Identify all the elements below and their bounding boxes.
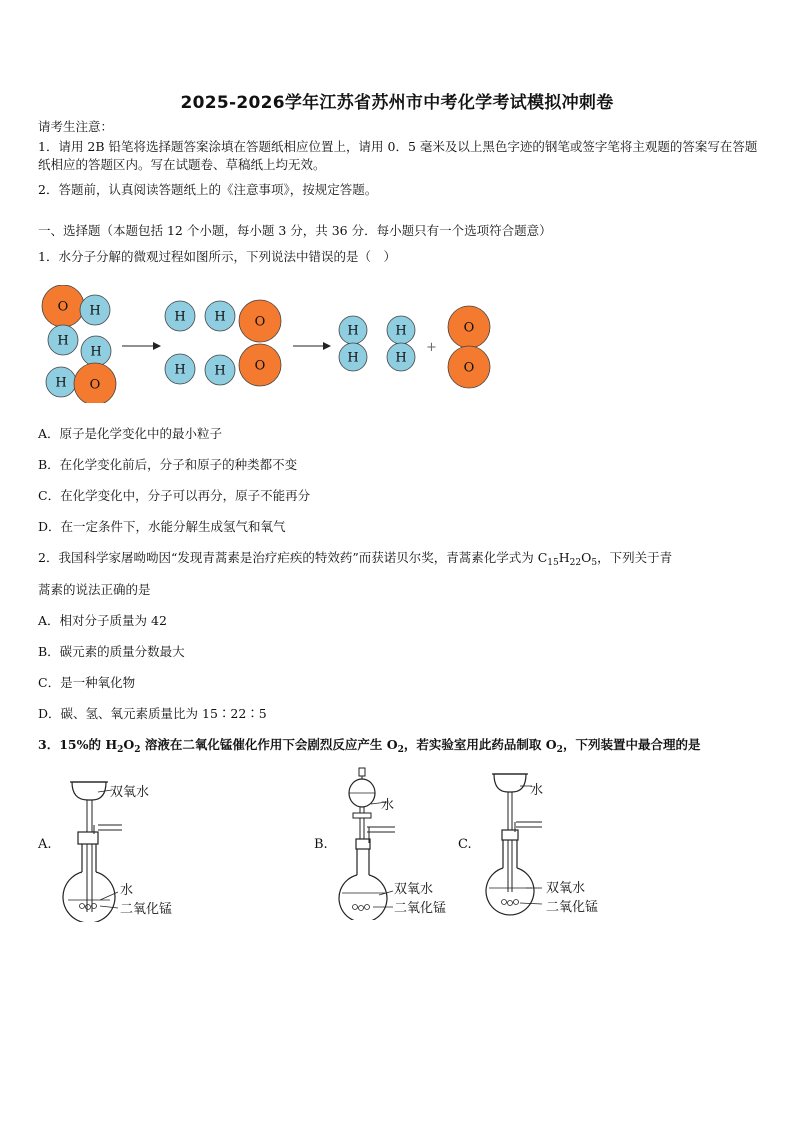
b-top-label: 水 (381, 798, 395, 813)
c-h2o2-label: 双氧水 (546, 881, 586, 896)
a-water-label: 水 (120, 883, 134, 898)
hydrogen-symbol-13: H (347, 350, 359, 366)
section-heading: 一、选择题（本题包括 12 个小题，每小题 3 分，共 36 分．每小题只有一个选项符合题意） (38, 223, 552, 238)
water-decomposition-diagram (38, 285, 508, 403)
hydrogen-symbol-2: H (57, 333, 69, 349)
option-a-label: A. (38, 837, 52, 852)
c-top-label: 水 (530, 783, 544, 798)
notice-heading: 请考生注意： (38, 119, 114, 134)
hydrogen-symbol-7: H (214, 309, 226, 325)
oxygen-symbol-16: O (463, 320, 475, 336)
q1-option-a: A．原子是化学变化中的最小粒子 (38, 426, 223, 441)
oxygen-symbol-11: O (254, 358, 266, 374)
question-2-stem-cont: 蒿素的说法正确的是 (38, 582, 151, 597)
b-mno2-label: 二氧化锰 (394, 901, 447, 916)
page-title: 2025-2026学年江苏省苏州市中考化学考试模拟冲刺卷 (180, 93, 614, 113)
plus-sign: + (426, 340, 437, 355)
hydrogen-symbol-9: H (174, 362, 186, 378)
q1-option-b: B．在化学变化前后，分子和原子的种类都不变 (38, 457, 298, 472)
a-mno2-label: 二氧化锰 (120, 902, 173, 917)
question-3-stem: 3．15%的 $H_2O_2$ 溶液在二氧化锰催化作用下会剧烈反应产生 $O_2$，若实验室用此药品制取 $O_2$，下列装置中最合理的是 (38, 737, 701, 755)
q2-option-b: B．碳元素的质量分数最大 (38, 644, 185, 659)
a-top-label: 双氧水 (110, 785, 150, 800)
question-1-stem: 1．水分子分解的微观过程如图所示，下列说法中错误的是（ ） (38, 249, 396, 264)
c-mno2-label: 二氧化锰 (546, 900, 599, 915)
hydrogen-symbol-3: H (90, 344, 102, 360)
oxygen-symbol-17: O (463, 360, 475, 376)
hydrogen-symbol-4: H (55, 375, 67, 391)
oxygen-symbol-8: O (254, 314, 266, 330)
q1-option-c: C．在化学变化中，分子可以再分，原子不能再分 (38, 488, 311, 503)
q2-option-c: C．是一种氧化物 (38, 675, 136, 690)
hydrogen-symbol-14: H (395, 323, 407, 339)
option-b-label: B. (314, 837, 328, 852)
oxygen-symbol-0: O (57, 299, 69, 315)
hydrogen-symbol-15: H (395, 350, 407, 366)
notice-item-1: 1．请用 2B 铅笔将选择题答案涂填在答题纸相应位置上，请用 0．5 毫米及以上黑色字迹的钢笔或签字笔将主观题的答案写在答题纸相应的答题区内。写在试题卷、草稿纸上均无效。 (38, 139, 758, 172)
hydrogen-symbol-1: H (89, 303, 101, 319)
notice-item-2: 2．答题前，认真阅读答题纸上的《注意事项》，按规定答题。 (38, 182, 378, 197)
hydrogen-symbol-6: H (174, 309, 186, 325)
option-c-label: C. (458, 837, 472, 852)
b-h2o2-label: 双氧水 (394, 882, 434, 897)
hydrogen-symbol-10: H (214, 363, 226, 379)
q2-option-a: A．相对分子质量为 42 (38, 613, 167, 628)
oxygen-symbol-5: O (89, 377, 101, 393)
q1-option-d: D．在一定条件下，水能分解生成氢气和氧气 (38, 519, 286, 534)
question-2-stem: 2．我国科学家屠呦呦因“发现青蒿素是治疗疟疾的特效药”而获诺贝尔奖，青蒿素化学式为 $C_{15}H_{22}O_5$，下列关于青 (38, 550, 673, 568)
q2-option-d: D．碳、氢、氧元素质量比为 15∶22∶5 (38, 706, 267, 721)
hydrogen-symbol-12: H (347, 323, 359, 339)
